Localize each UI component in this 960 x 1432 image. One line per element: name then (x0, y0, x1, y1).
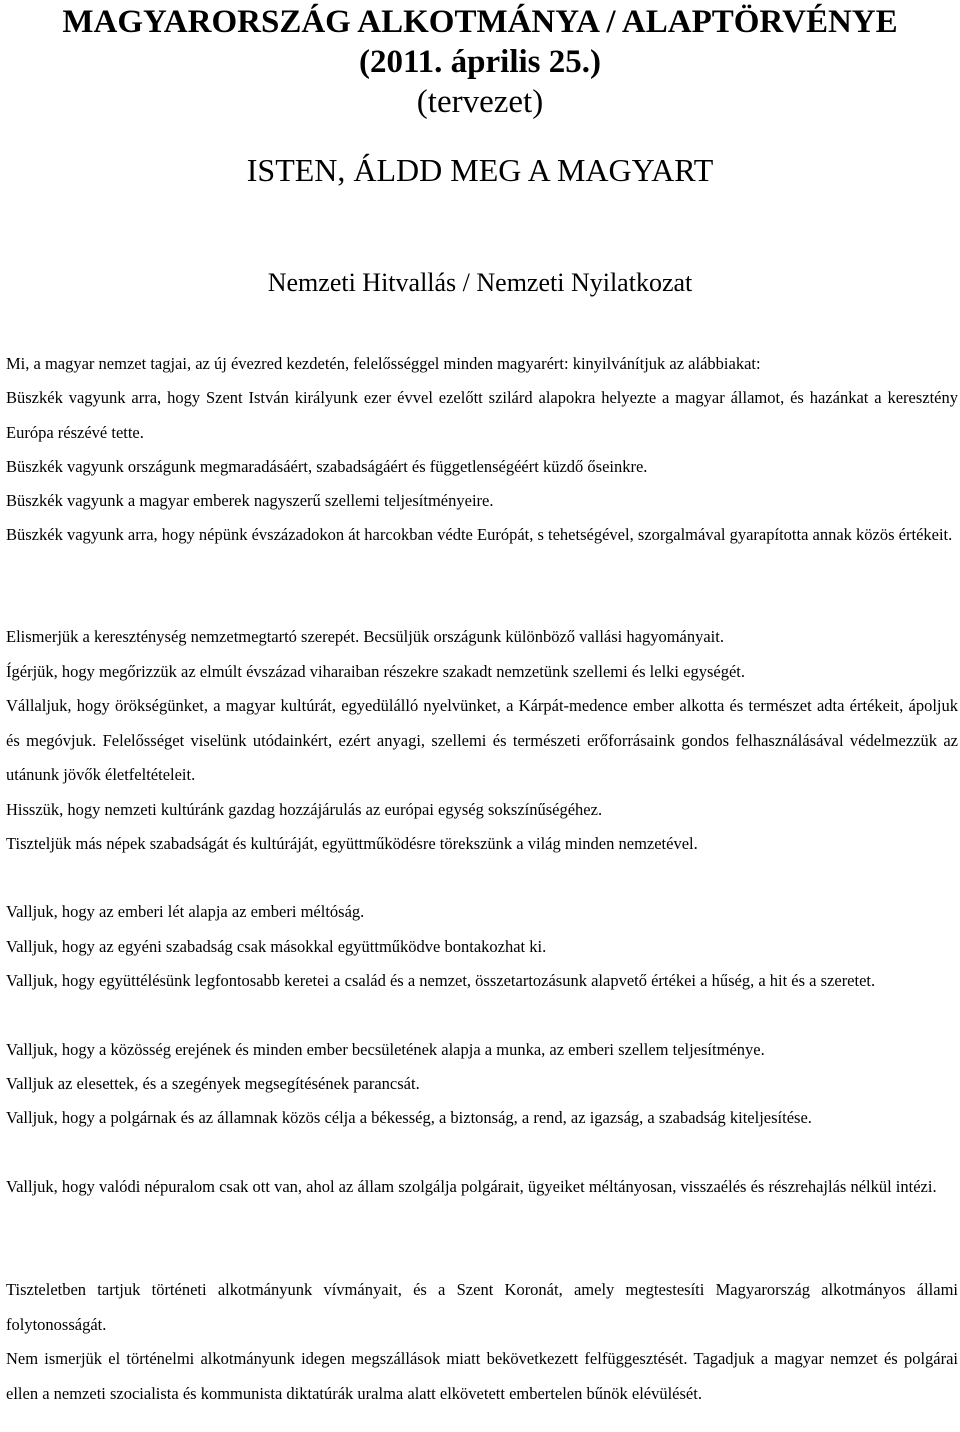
paragraph: Valljuk, hogy együttélésünk legfontosabb keretei a család és a nemzet, összetartozásunk alapvető értékei a hűség, a hit és a szeretet. (6, 971, 876, 990)
paragraph: Büszkék vagyunk arra, hogy népünk évszázadokon át harcokban védte Európát, s tehetségével, szorgalmával gyarapította annak közös értékeit. (6, 525, 953, 544)
paragraph: Büszkék vagyunk arra, hogy Szent István királyunk ezer évvel ezelőtt szilárd alapokra helyezte a magyar államot, és hazánkat a keresztény Európa részévé tette. (6, 388, 958, 442)
section-title: Nemzeti Hitvallás / Nemzeti Nyilatkozat (267, 268, 693, 297)
paragraph: Büszkék vagyunk országunk megmaradásáért, szabadságáért és függetlenségéért küzdő őseinkre. (6, 457, 648, 476)
invocation-heading: ISTEN, ÁLDD MEG A MAGYART (246, 152, 714, 188)
paragraph: Tiszteletben tartjuk történeti alkotmányunk vívmányait, és a Szent Koronát, amely megtestesíti Magyarország alkotmányos állami folytonosságát. (6, 1280, 958, 1334)
paragraph: Büszkék vagyunk a magyar emberek nagyszerű szellemi teljesítményeire. (6, 491, 494, 510)
title-line-2: (2011. április 25.) (358, 44, 601, 80)
title-line-3: (tervezet) (416, 84, 544, 120)
paragraph: Valljuk, hogy az emberi lét alapja az emberi méltóság. (6, 902, 365, 921)
title-line-1: MAGYARORSZÁG ALKOTMÁNYA / ALAPTÖRVÉNYE (62, 4, 898, 40)
paragraph: Valljuk, hogy a közösség erejének és minden ember becsületének alapja a munka, az emberi szellem teljesítménye. (6, 1040, 765, 1059)
paragraph: Vállaljuk, hogy örökségünket, a magyar kultúrát, egyedülálló nyelvünket, a Kárpát-medence ember alkotta és természet adta értékeit, ápoljuk és megóvjuk. Felelősséget viselünk utódainkért, ezért anyagi, szellemi és természeti erőforrásaink gondos felhasználásával védelmezzük az utánunk jövők életfeltételeit. (6, 696, 958, 784)
paragraph: Tiszteljük más népek szabadságát és kultúráját, együttműködésre törekszünk a világ minden nemzetével. (6, 834, 698, 853)
paragraph: Valljuk, hogy a polgárnak és az államnak közös célja a békesség, a biztonság, a rend, az igazság, a szabadság kiteljesítése. (6, 1108, 812, 1127)
paragraph: Valljuk, hogy valódi népuralom csak ott van, ahol az állam szolgálja polgárait, ügyeiket méltányosan, visszaélés és részrehajlás nélkül intézi. (6, 1177, 937, 1196)
paragraph: Ígérjük, hogy megőrizzük az elmúlt évszázad viharaiban részekre szakadt nemzetünk szellemi és lelki egységét. (6, 662, 745, 681)
paragraph: Valljuk, hogy az egyéni szabadság csak másokkal együttműködve bontakozhat ki. (6, 937, 547, 956)
paragraph-intro: Mi, a magyar nemzet tagjai, az új évezred kezdetén, felelősséggel minden magyarért: kinyilvánítjuk az alábbiakat: (6, 354, 761, 373)
paragraph: Valljuk az elesettek, és a szegények megsegítésének parancsát. (6, 1074, 420, 1093)
paragraph: Hisszük, hogy nemzeti kultúránk gazdag hozzájárulás az európai egység sokszínűségéhez. (6, 800, 603, 819)
document-title (0, 2, 960, 122)
paragraph: Elismerjük a kereszténység nemzetmegtartó szerepét. Becsüljük országunk különböző vallási hagyományait. (6, 627, 724, 646)
paragraph: Nem ismerjük el történelmi alkotmányunk idegen megszállások miatt bekövetkezett felfüggesztését. Tagadjuk a magyar nemzet és polgárai ellen a nemzeti szocialista és kommunista diktatúrák uralma alatt elkövetett embertelen bűnök elévülését. (6, 1349, 958, 1403)
